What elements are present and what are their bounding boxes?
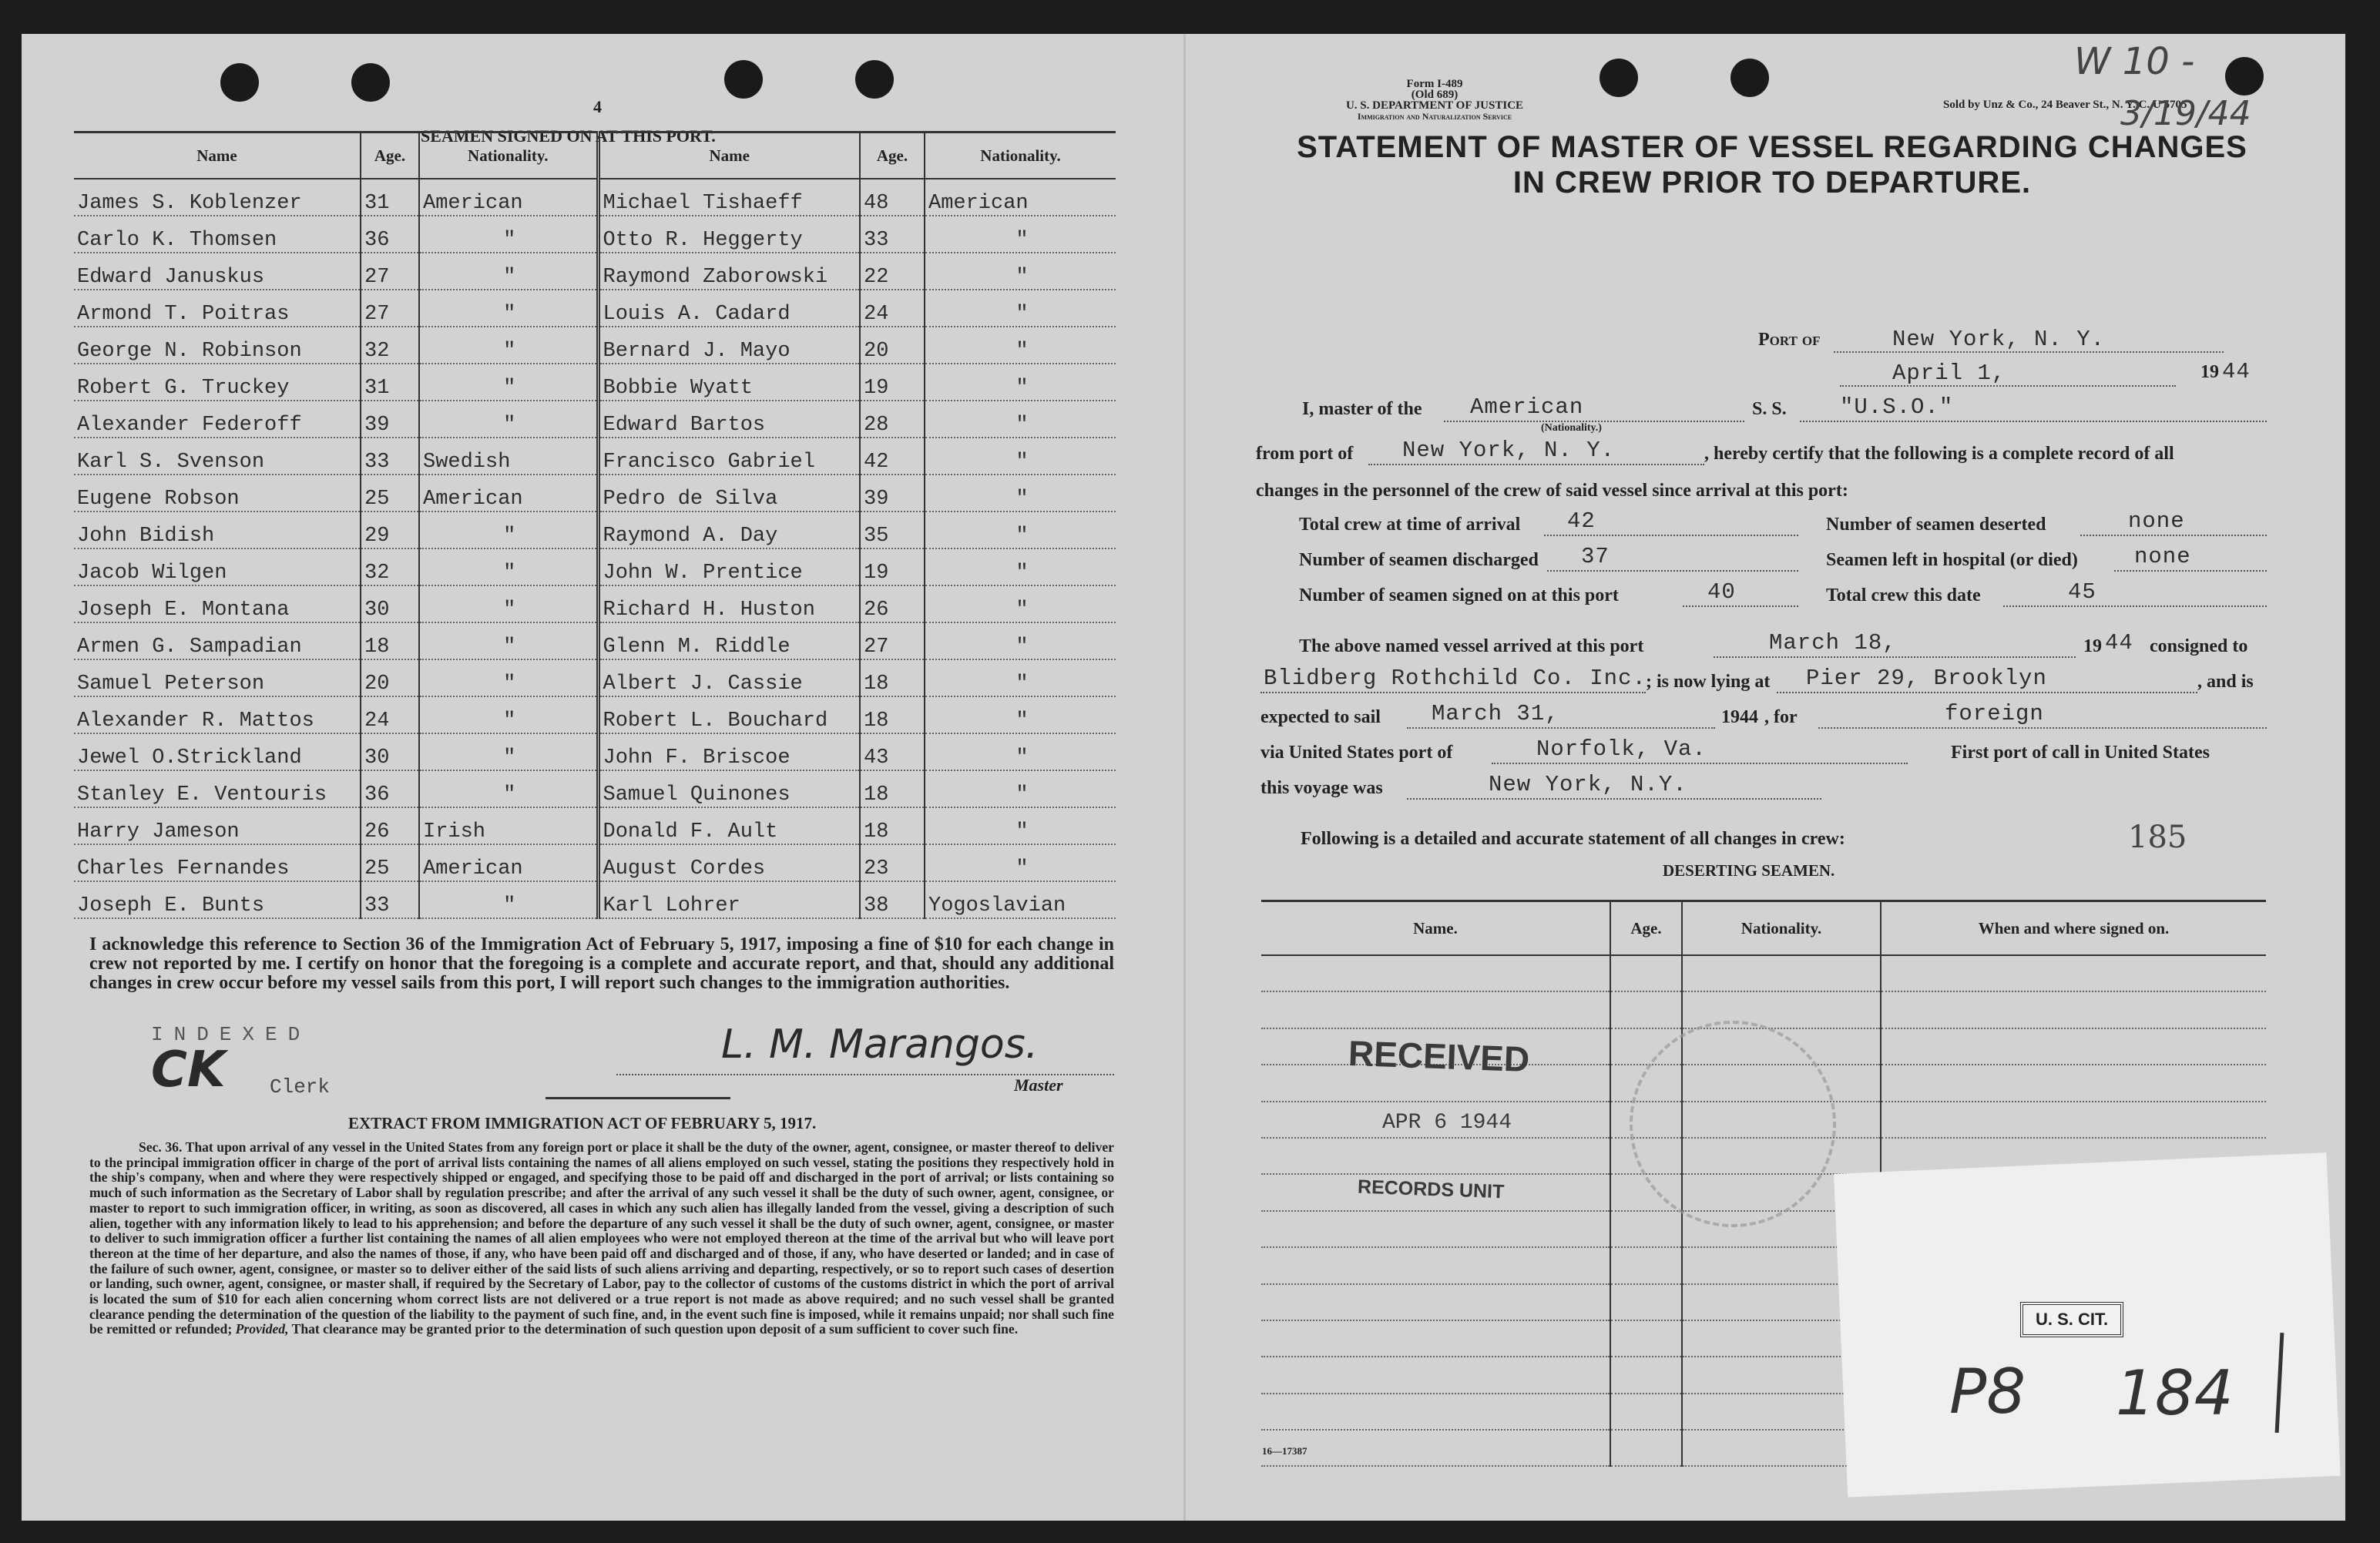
- divider: [545, 1097, 730, 1099]
- voyage-value: New York, N.Y.: [1489, 772, 1687, 797]
- crew-name-cell: Pedro de Silva: [598, 475, 860, 512]
- empty-cell: [1881, 1065, 2266, 1101]
- crew-age-cell: 33: [361, 881, 419, 918]
- ss-label: S. S.: [1752, 399, 1787, 419]
- table-row: [1261, 955, 2266, 991]
- crew-nationality-cell: ": [925, 438, 1116, 475]
- crew-nationality-cell: ": [419, 290, 598, 327]
- crew-nationality-cell: ": [925, 770, 1116, 807]
- crew-age-cell: 36: [361, 216, 419, 253]
- crew-age-cell: 30: [361, 585, 419, 622]
- field-line: [2003, 605, 2267, 607]
- table-row: [74, 216, 1116, 253]
- crew-name-cell: Karl Lohrer: [598, 881, 860, 918]
- crew-nationality-cell: ": [419, 216, 598, 253]
- crew-name-cell: Otto R. Heggerty: [598, 216, 860, 253]
- crew-age-cell: 35: [860, 512, 925, 548]
- total-arrival-label: Total crew at time of arrival: [1299, 515, 1521, 535]
- crew-name-cell: Alexander R. Mattos: [74, 696, 361, 733]
- crew-nationality-cell: ": [925, 327, 1116, 364]
- crew-name-cell: Stanley E. Ventouris: [74, 770, 361, 807]
- expected-year: 1944: [1721, 707, 1758, 727]
- column-header-nationality: Nationality.: [419, 132, 598, 179]
- title-line-1: STATEMENT OF MASTER OF VESSEL REGARDING CHANGES: [1297, 130, 2247, 164]
- empty-cell: [1610, 1394, 1682, 1430]
- empty-cell: [1261, 991, 1610, 1028]
- empty-cell: [1610, 1320, 1682, 1357]
- crew-age-cell: 27: [361, 253, 419, 290]
- table-row: [74, 659, 1116, 696]
- master-signature: L. M. Marangos.: [721, 1021, 1039, 1068]
- signed-on-value: 40: [1707, 579, 1736, 605]
- crew-nationality-cell: ": [925, 216, 1116, 253]
- crew-age-cell: 31: [361, 179, 419, 216]
- year-prefix: 19: [2200, 362, 2219, 382]
- nationality-caption: (Nationality.): [1541, 422, 1602, 434]
- form-footer: 16—17387: [1262, 1445, 1307, 1457]
- crew-nationality-cell: ": [925, 401, 1116, 438]
- crew-name-cell: Eugene Robson: [74, 475, 361, 512]
- table-row: [74, 512, 1116, 548]
- empty-cell: [1261, 1247, 1610, 1283]
- expected-label: expected to sail: [1260, 707, 1381, 727]
- crew-age-cell: 24: [361, 696, 419, 733]
- column-header-age: Age.: [361, 132, 419, 179]
- table-row: [74, 475, 1116, 512]
- extract-text: That upon arrival of any vessel in the United States from any foreign port or place it shall be the duty of the owner, agent, consignee, or master thereof to deliver to the principal immigration officer in charge of the port of arrival lists containing the names of all aliens employed on such vessel, stating the positions they respectively hold in the ship's company, when and where they were respectively shipped or engaged, and specifying those to be paid off and discharged in the port of arrival; or lists containing so much of such information as the Secretary of Labor shall by regulation prescribe; and after the arrival of any such vessel it shall be the duty of such owner, agent, consignee, or master to report to such immigration officer, in writing, as soon as discovered, all cases in which any such alien has illegally landed from the vessel, giving a description of such alien, together with any information likely to lead to his apprehension; and before the departure of any such vessel it shall be the duty of such owner, agent, consignee, or master to deliver to such immigration officer a further list containing the names of all alien employees who were not employed thereon at the time of the arrival but who will leave port thereon at the time of her departure, and also the names of those, if any, who have been paid off and discharged and of those, if any, who have deserted or landed; and in case of the failure of such owner, agent, consignee, or master so to deliver either of the said lists of such aliens arriving and departing, respectively, or so to report such cases of desertion or landing, such owner, agent, consignee, or master shall, if required by the Secretary of Labor, pay to the collector of customs of the customs district in which the port of arrival is located the sum of $10 for each alien concerning whom correct lists are not delivered or a true report is not made as above required; and no such vessel shall be granted clearance pending the determination of the question of the liability to the payment of such fine, and, in the event such fine is imposed, while it remains unpaid; nor shall such fine be remitted or refunded;: [89, 1139, 1114, 1337]
- crew-name-cell: Michael Tishaeff: [598, 179, 860, 216]
- table-row: [74, 179, 1116, 216]
- crew-age-cell: 42: [860, 438, 925, 475]
- signed-on-label: Number of seamen signed on at this port: [1299, 585, 1619, 605]
- service: Immigration and Naturalization Service: [1357, 111, 1512, 122]
- empty-cell: [1881, 1102, 2266, 1138]
- crew-nationality-cell: ": [419, 696, 598, 733]
- table-row: [74, 881, 1116, 918]
- table-row: [74, 844, 1116, 881]
- crew-name-cell: Carlo K. Thomsen: [74, 216, 361, 253]
- changes-text: changes in the personnel of the crew of said vessel since arrival at this port:: [1256, 481, 1848, 501]
- extract-body: [89, 1140, 1114, 1337]
- crew-age-cell: 27: [860, 622, 925, 659]
- crew-age-cell: 20: [361, 659, 419, 696]
- crew-age-cell: 39: [361, 401, 419, 438]
- page-number: 4: [593, 97, 602, 116]
- following-text: Following is a detailed and accurate statement of all changes in crew:: [1301, 829, 1845, 849]
- empty-cell: [1261, 1430, 1610, 1466]
- crew-age-cell: 26: [361, 807, 419, 844]
- deserted-label: Number of seamen deserted: [1826, 515, 2046, 535]
- master-of-label: I, master of the: [1302, 399, 1422, 419]
- column-header-nationality: Nationality.: [925, 132, 1116, 179]
- table-row: [74, 327, 1116, 364]
- empty-cell: [1261, 1357, 1610, 1393]
- binder-hole: [2225, 57, 2264, 96]
- field-line: [1777, 692, 2197, 693]
- handwritten-184: 184: [2116, 1357, 2234, 1429]
- crew-nationality-cell: ": [419, 401, 598, 438]
- empty-cell: [1881, 991, 2266, 1028]
- crew-age-cell: 22: [860, 253, 925, 290]
- table-row: [74, 585, 1116, 622]
- column-header-nationality: Nationality.: [1682, 901, 1881, 956]
- crew-name-cell: John Bidish: [74, 512, 361, 548]
- form-header: [1327, 79, 1542, 122]
- clerk-label: Clerk: [270, 1075, 331, 1099]
- crew-age-cell: 32: [361, 327, 419, 364]
- crew-name-cell: Francisco Gabriel: [598, 438, 860, 475]
- crew-name-cell: Samuel Quinones: [598, 770, 860, 807]
- crew-age-cell: 39: [860, 475, 925, 512]
- page-fold: [1183, 34, 1186, 1521]
- crew-age-cell: 19: [860, 364, 925, 401]
- extract-end: That clearance may be granted prior to the determination of such question upon deposit of a sum sufficient to cover such fine.: [291, 1321, 1019, 1337]
- nationality-value: American: [1470, 394, 1584, 420]
- crew-age-cell: 43: [860, 733, 925, 770]
- crew-name-cell: Raymond A. Day: [598, 512, 860, 548]
- crew-name-cell: Armond T. Poitras: [74, 290, 361, 327]
- empty-cell: [1610, 955, 1682, 991]
- empty-cell: [1610, 1211, 1682, 1247]
- crew-nationality-cell: ": [419, 622, 598, 659]
- crew-age-cell: 28: [860, 401, 925, 438]
- handwritten-note-top: W 10 -: [2074, 40, 2195, 83]
- field-line: [1260, 692, 1646, 693]
- for-label: , for: [1764, 707, 1798, 727]
- acknowledgement-text: I acknowledge this reference to Section 36 of the Immigration Act of February 5, 1917, imposing a fine of $10 for each change in crew not reported by me. I certify on honor that the foregoing is a complete and accurate report, and that, should any additional changes in crew occur before my vessel sails from this port, I will report such changes to the immigration authorities.: [89, 934, 1114, 993]
- binder-hole: [855, 60, 894, 99]
- crew-age-cell: 18: [860, 770, 925, 807]
- crew-age-cell: 23: [860, 844, 925, 881]
- sold-by: Sold by Unz & Co., 24 Beaver St., N. Y. C. U 5705: [1943, 99, 2187, 111]
- crew-age-cell: 32: [361, 548, 419, 585]
- table-row: [74, 290, 1116, 327]
- table-row: [74, 807, 1116, 844]
- department: U. S. DEPARTMENT OF JUSTICE: [1345, 99, 1524, 112]
- crew-age-cell: 25: [361, 475, 419, 512]
- crew-name-cell: John F. Briscoe: [598, 733, 860, 770]
- stamped-number: 185: [2128, 820, 2187, 855]
- crew-name-cell: Albert J. Cassie: [598, 659, 860, 696]
- empty-cell: [1261, 1284, 1610, 1320]
- crew-nationality-cell: ": [925, 253, 1116, 290]
- binder-hole: [1600, 59, 1638, 97]
- via-value: Norfolk, Va.: [1536, 736, 1707, 762]
- crew-name-cell: Alexander Federoff: [74, 401, 361, 438]
- hospital-value: none: [2134, 544, 2191, 569]
- crew-age-cell: 20: [860, 327, 925, 364]
- table-row: [74, 253, 1116, 290]
- table-header-row: [74, 132, 1116, 179]
- table-row: [1261, 991, 2266, 1028]
- crew-name-cell: Bernard J. Mayo: [598, 327, 860, 364]
- total-date-value: 45: [2068, 579, 2096, 605]
- binder-hole: [220, 63, 259, 102]
- crew-name-cell: Edward Bartos: [598, 401, 860, 438]
- deserting-seamen-title: DESERTING SEAMEN.: [1663, 861, 1835, 880]
- crew-age-cell: 18: [361, 622, 419, 659]
- date-value: April 1,: [1892, 361, 2006, 386]
- column-header-name: Name: [598, 132, 860, 179]
- binder-hole: [351, 63, 390, 102]
- crew-nationality-cell: ": [925, 844, 1116, 881]
- crew-name-cell: Samuel Peterson: [74, 659, 361, 696]
- crew-age-cell: 36: [361, 770, 419, 807]
- crew-nationality-cell: American: [419, 475, 598, 512]
- crew-nationality-cell: ": [419, 253, 598, 290]
- arrived-label: The above named vessel arrived at this port: [1299, 636, 1644, 656]
- table-row: [74, 622, 1116, 659]
- from-port-value: New York, N. Y.: [1402, 438, 1616, 463]
- crew-nationality-cell: ": [925, 364, 1116, 401]
- field-line: [1547, 570, 1798, 572]
- field-line: [1800, 421, 2267, 422]
- year-value: 44: [2222, 359, 2251, 384]
- section-title: SEAMEN SIGNED ON AT THIS PORT.: [421, 126, 716, 146]
- lying-value: Pier 29, Brooklyn: [1806, 666, 2047, 691]
- crew-nationality-cell: ": [925, 696, 1116, 733]
- empty-cell: [1261, 1211, 1610, 1247]
- table-header-row: [1261, 901, 2266, 956]
- crew-name-cell: Raymond Zaborowski: [598, 253, 860, 290]
- indexed-stamp: INDEXED: [151, 1023, 311, 1046]
- empty-cell: [1261, 1138, 1610, 1174]
- extract-title: EXTRACT FROM IMMIGRATION ACT OF FEBRUARY 5, 1917.: [348, 1114, 817, 1132]
- column-header-signed-on: When and where signed on.: [1881, 901, 2266, 956]
- crew-age-cell: 33: [361, 438, 419, 475]
- empty-cell: [1261, 1394, 1610, 1430]
- crew-nationality-cell: ": [925, 733, 1116, 770]
- crew-nationality-cell: ": [419, 548, 598, 585]
- received-stamp: RECEIVED: [1348, 1032, 1531, 1080]
- arrived-value: March 18,: [1769, 630, 1897, 656]
- crew-age-cell: 48: [860, 179, 925, 216]
- empty-cell: [1261, 1320, 1610, 1357]
- field-line: [1840, 385, 2176, 387]
- expected-value: March 31,: [1432, 701, 1559, 726]
- crew-nationality-cell: Irish: [419, 807, 598, 844]
- crew-name-cell: Harry Jameson: [74, 807, 361, 844]
- crew-name-cell: James S. Koblenzer: [74, 179, 361, 216]
- crew-name-cell: Karl S. Svenson: [74, 438, 361, 475]
- column-header-age: Age.: [860, 132, 925, 179]
- port-label: Port of: [1758, 330, 1821, 350]
- arrived-year-prefix: 19: [2083, 636, 2102, 656]
- from-port-label: from port of: [1256, 444, 1354, 464]
- crew-age-cell: 24: [860, 290, 925, 327]
- binder-hole: [724, 60, 763, 99]
- crew-nationality-cell: ": [419, 881, 598, 918]
- column-header-name: Name: [74, 132, 361, 179]
- crew-age-cell: 30: [361, 733, 419, 770]
- consigned-label: consigned to: [2150, 636, 2248, 656]
- postmark-stamp: [1630, 1021, 1836, 1227]
- crew-nationality-cell: ": [925, 585, 1116, 622]
- empty-cell: [1610, 991, 1682, 1028]
- crew-name-cell: Robert L. Bouchard: [598, 696, 860, 733]
- crew-name-cell: Joseph E. Montana: [74, 585, 361, 622]
- total-date-label: Total crew this date: [1826, 585, 1981, 605]
- table-row: [74, 696, 1116, 733]
- crew-age-cell: 18: [860, 807, 925, 844]
- records-unit-stamp: RECORDS UNIT: [1357, 1176, 1505, 1203]
- extract-proviso: Provided,: [235, 1321, 289, 1337]
- crew-name-cell: Jacob Wilgen: [74, 548, 361, 585]
- field-line: [1818, 727, 2267, 729]
- crew-age-cell: 38: [860, 881, 925, 918]
- crew-nationality-cell: ": [925, 475, 1116, 512]
- crew-nationality-cell: Swedish: [419, 438, 598, 475]
- crew-age-cell: 19: [860, 548, 925, 585]
- crew-name-cell: Richard H. Huston: [598, 585, 860, 622]
- crew-name-cell: Glenn M. Riddle: [598, 622, 860, 659]
- field-line: [2080, 535, 2267, 536]
- empty-cell: [1261, 955, 1610, 991]
- crew-nationality-cell: ": [925, 548, 1116, 585]
- crew-name-cell: Edward Januskus: [74, 253, 361, 290]
- table-row: [74, 401, 1116, 438]
- crew-name-cell: John W. Prentice: [598, 548, 860, 585]
- crew-age-cell: 18: [860, 659, 925, 696]
- empty-cell: [1610, 1284, 1682, 1320]
- discharged-label: Number of seamen discharged: [1299, 550, 1539, 570]
- and-is-text: , and is: [2197, 672, 2254, 692]
- crew-name-cell: George N. Robinson: [74, 327, 361, 364]
- port-value: New York, N. Y.: [1892, 327, 2106, 352]
- field-line: [1544, 535, 1798, 536]
- crew-nationality-cell: Yogoslavian: [925, 881, 1116, 918]
- empty-cell: [1881, 1028, 2266, 1065]
- form-number: Form I-489: [1406, 78, 1463, 90]
- field-line: [1407, 727, 1715, 729]
- empty-cell: [1610, 1357, 1682, 1393]
- crew-nationality-cell: American: [419, 179, 598, 216]
- handwritten-date: 3/19/44: [2120, 94, 2251, 133]
- crew-name-cell: Bobbie Wyatt: [598, 364, 860, 401]
- master-label: Master: [1014, 1075, 1063, 1095]
- discharged-value: 37: [1581, 544, 1610, 569]
- crew-name-cell: Charles Fernandes: [74, 844, 361, 881]
- total-arrival-value: 42: [1567, 508, 1596, 534]
- crew-nationality-cell: ": [925, 659, 1116, 696]
- crew-nationality-cell: ": [419, 327, 598, 364]
- us-cit-stamp: U. S. CIT.: [2020, 1302, 2123, 1337]
- form-old-number: (Old 689): [1411, 89, 1459, 101]
- crew-age-cell: 26: [860, 585, 925, 622]
- arrived-year: 44: [2105, 630, 2133, 656]
- crew-nationality-cell: ": [925, 290, 1116, 327]
- empty-cell: [1610, 1430, 1682, 1466]
- table-row: [74, 770, 1116, 807]
- column-header-name: Name.: [1261, 901, 1610, 956]
- crew-age-cell: 33: [860, 216, 925, 253]
- certify-text: , hereby certify that the following is a complete record of all: [1704, 444, 2174, 464]
- empty-cell: [1881, 955, 2266, 991]
- field-line: [2114, 570, 2267, 572]
- crew-age-cell: 27: [361, 290, 419, 327]
- crew-name-cell: Donald F. Ault: [598, 807, 860, 844]
- crew-age-cell: 31: [361, 364, 419, 401]
- field-line: [1683, 605, 1798, 607]
- consignee-value: Blidberg Rothchild Co. Inc.: [1264, 666, 1647, 691]
- crew-nationality-cell: ": [925, 512, 1116, 548]
- crew-age-cell: 18: [860, 696, 925, 733]
- empty-cell: [1682, 955, 1881, 991]
- crew-nationality-cell: American: [925, 179, 1116, 216]
- crew-nationality-cell: ": [419, 585, 598, 622]
- lying-label: ; is now lying at: [1646, 672, 1771, 692]
- hospital-label: Seamen left in hospital (or died): [1826, 550, 2078, 570]
- crew-name-cell: August Cordes: [598, 844, 860, 881]
- voyage-label: this voyage was: [1260, 778, 1383, 798]
- ship-value: "U.S.O.": [1840, 394, 1954, 420]
- crew-nationality-cell: ": [925, 807, 1116, 844]
- crew-age-cell: 29: [361, 512, 419, 548]
- field-line: [1368, 464, 1704, 465]
- table-row: [74, 548, 1116, 585]
- handwritten-p8: P8: [1949, 1356, 2026, 1427]
- for-value: foreign: [1945, 701, 2044, 726]
- crew-nationality-cell: American: [419, 844, 598, 881]
- crew-name-cell: Jewel O.Strickland: [74, 733, 361, 770]
- crew-nationality-cell: ": [419, 659, 598, 696]
- form-title: [1225, 129, 2319, 200]
- crew-name-cell: Joseph E. Bunts: [74, 881, 361, 918]
- crew-nationality-cell: ": [419, 512, 598, 548]
- clerk-initials: CK: [151, 1042, 226, 1099]
- binder-hole: [1730, 59, 1769, 97]
- crew-name-cell: Louis A. Cadard: [598, 290, 860, 327]
- crew-nationality-cell: ": [925, 622, 1116, 659]
- table-row: [74, 438, 1116, 475]
- field-line: [1492, 763, 1908, 764]
- crew-age-cell: 25: [361, 844, 419, 881]
- deserted-value: none: [2128, 508, 2185, 534]
- field-line: [1407, 798, 1821, 800]
- first-port-label: First port of call in United States: [1951, 743, 2210, 763]
- received-date: APR 6 1944: [1382, 1111, 1512, 1135]
- crew-name-cell: Armen G. Sampadian: [74, 622, 361, 659]
- column-header-age: Age.: [1610, 901, 1682, 956]
- crew-nationality-cell: ": [419, 770, 598, 807]
- title-line-2: IN CREW PRIOR TO DEPARTURE.: [1512, 166, 2032, 200]
- table-row: [74, 364, 1116, 401]
- crew-nationality-cell: ": [419, 733, 598, 770]
- table-row: [74, 733, 1116, 770]
- crew-name-cell: Robert G. Truckey: [74, 364, 361, 401]
- via-label: via United States port of: [1260, 743, 1453, 763]
- field-line: [1714, 656, 2076, 658]
- crew-nationality-cell: ": [419, 364, 598, 401]
- empty-cell: [1610, 1247, 1682, 1283]
- extract-section-label: Sec. 36.: [139, 1139, 183, 1155]
- seamen-signed-on-table: [74, 131, 1116, 919]
